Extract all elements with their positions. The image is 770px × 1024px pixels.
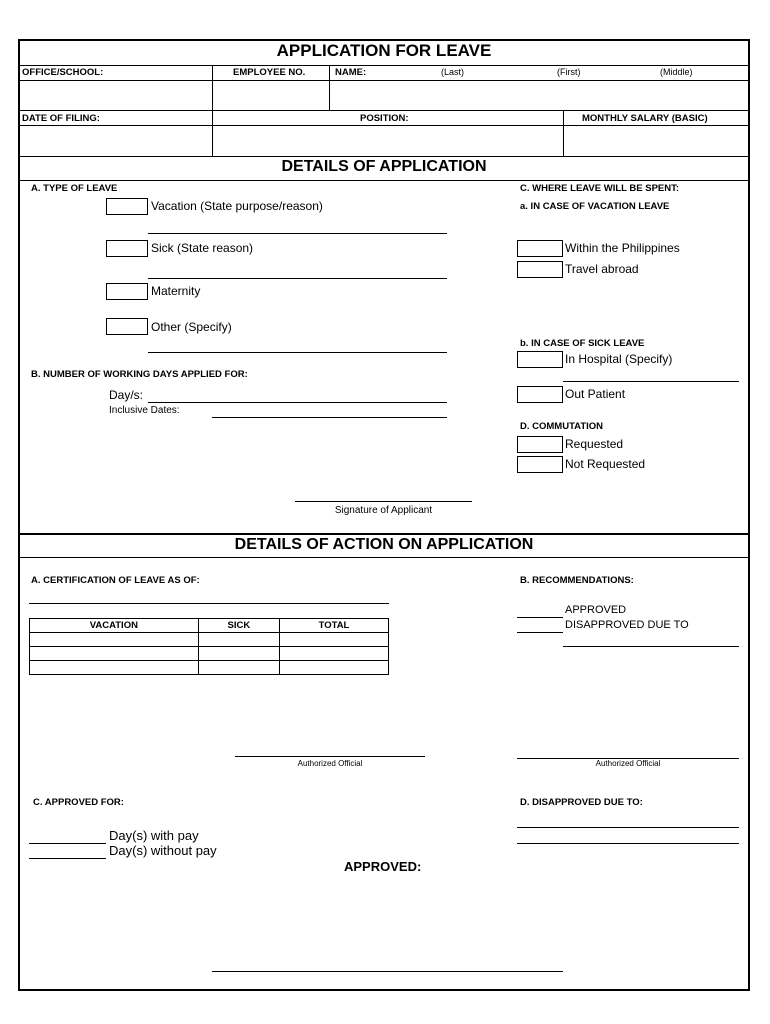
sick-checkbox[interactable] [106,240,148,257]
table-row [30,647,389,661]
table-cell[interactable] [198,633,279,647]
employee-no-label: EMPLOYEE NO. [233,67,306,78]
requested-label: Requested [565,437,624,451]
approved-final-label: APPROVED: [344,859,422,874]
divider [19,156,749,157]
date-of-filing-field[interactable] [20,126,211,155]
table-row [30,661,389,675]
table-cell[interactable] [30,633,199,647]
divider [19,65,749,66]
out-patient-label: Out Patient [565,387,626,401]
name-last-label: (Last) [441,67,465,77]
within-philippines-label: Within the Philippines [565,241,680,255]
office-field[interactable] [20,81,211,109]
employee-no-field[interactable] [213,81,328,109]
table-cell[interactable] [30,647,199,661]
not-requested-checkbox[interactable] [517,456,563,473]
recommendations-label: B. RECOMMENDATIONS: [520,575,634,586]
days-with-pay-label: Day(s) with pay [109,828,199,843]
vacation-label: Vacation (State purpose/reason) [151,199,323,213]
disapproved-blank[interactable] [517,632,563,633]
name-field[interactable] [330,81,748,109]
within-philippines-checkbox[interactable] [517,240,563,257]
sick-label: Sick (State reason) [151,241,254,255]
position-label: POSITION: [360,113,409,124]
salary-label: MONTHLY SALARY (BASIC) [582,113,708,124]
disapproved-due-to-label: D. DISAPPROVED DUE TO: [520,797,643,808]
in-hospital-label: In Hospital (Specify) [565,352,673,366]
total-column-header: TOTAL [279,619,388,633]
type-of-leave-label: A. TYPE OF LEAVE [31,183,118,194]
days-without-pay-label: Day(s) without pay [109,843,217,858]
authorized-official-right: Authorized Official [595,759,661,768]
approved-label: APPROVED [565,604,627,616]
commutation-label: D. COMMUTATION [520,421,604,432]
divider [19,110,749,111]
other-label: Other (Specify) [151,320,232,334]
sick-reason-line[interactable] [148,278,447,279]
table-cell[interactable] [198,647,279,661]
days-field-label: Day/s: [109,388,144,402]
disapproved-reason-line[interactable] [563,646,739,647]
sick-case-label: b. IN CASE OF SICK LEAVE [520,338,645,349]
travel-abroad-checkbox[interactable] [517,261,563,278]
salary-field[interactable] [564,126,748,155]
in-hospital-checkbox[interactable] [517,351,563,368]
table-cell[interactable] [30,661,199,675]
other-specify-line[interactable] [148,352,447,353]
disapproved-due-label: DISAPPROVED DUE TO [565,619,689,631]
office-label: OFFICE/SCHOOL: [22,67,104,78]
action-title: DETAILS OF ACTION ON APPLICATION [234,536,534,553]
inclusive-dates-line[interactable] [212,417,447,418]
days-line[interactable] [148,402,447,403]
authorized-official-line-left[interactable] [235,756,425,757]
table-cell[interactable] [279,647,388,661]
signature-line[interactable] [295,501,472,502]
divider [19,533,749,535]
maternity-label: Maternity [151,284,201,298]
vacation-reason-line[interactable] [148,233,447,234]
sick-column-header: SICK [198,619,279,633]
name-middle-label: (Middle) [660,67,693,77]
maternity-checkbox[interactable] [106,283,148,300]
leave-credits-table [29,618,389,675]
position-field[interactable] [213,126,562,155]
inclusive-dates-label: Inclusive Dates: [109,405,180,416]
out-patient-checkbox[interactable] [517,386,563,403]
vacation-column-header: VACATION [30,619,199,633]
name-first-label: (First) [557,67,581,77]
disapproved-reason-line-2[interactable] [517,843,739,844]
days-with-pay-blank[interactable] [29,843,106,844]
vacation-case-label: a. IN CASE OF VACATION LEAVE [520,201,670,212]
approved-for-label: C. APPROVED FOR: [33,797,124,808]
where-spent-label: C. WHERE LEAVE WILL BE SPENT: [520,183,680,194]
form-title: APPLICATION FOR LEAVE [276,41,492,60]
requested-checkbox[interactable] [517,436,563,453]
not-requested-label: Not Requested [565,457,646,471]
days-without-pay-blank[interactable] [29,858,106,859]
certification-date-line[interactable] [29,603,389,604]
disapproved-reason-line-1[interactable] [517,827,739,828]
authorized-official-left: Authorized Official [297,759,363,768]
table-cell[interactable] [279,633,388,647]
working-days-label: B. NUMBER OF WORKING DAYS APPLIED FOR: [31,369,248,380]
travel-abroad-label: Travel abroad [565,262,639,276]
vacation-checkbox[interactable] [106,198,148,215]
divider [19,557,749,558]
other-checkbox[interactable] [106,318,148,335]
table-row [30,633,389,647]
name-label: NAME: [335,67,367,78]
certification-label: A. CERTIFICATION OF LEAVE AS OF: [31,575,200,586]
signature-label: Signature of Applicant [334,505,433,516]
final-signature-line[interactable] [212,971,563,972]
details-title: DETAILS OF APPLICATION [281,158,487,175]
approved-blank[interactable] [517,617,563,618]
table-cell[interactable] [279,661,388,675]
in-hospital-line[interactable] [563,381,739,382]
table-cell[interactable] [198,661,279,675]
divider [19,180,749,181]
date-of-filing-label: DATE OF FILING: [22,113,100,124]
